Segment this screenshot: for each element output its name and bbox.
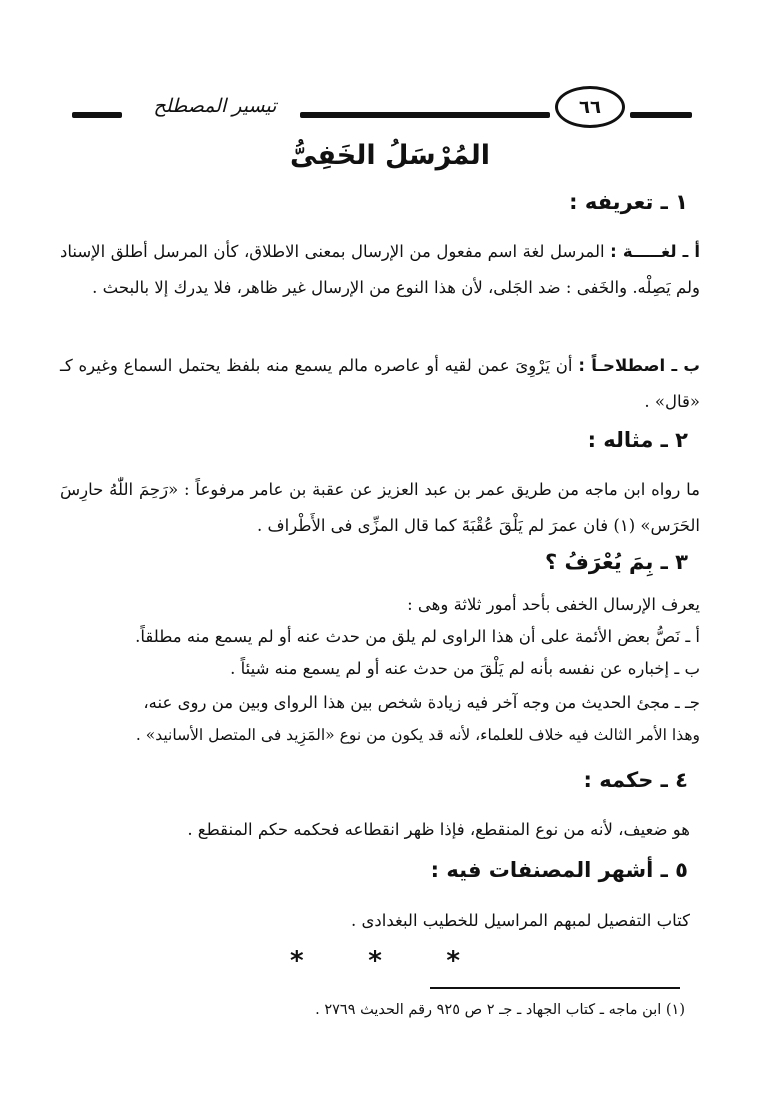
heading-ruling: ٤ ـ حكمه :	[583, 768, 688, 792]
page-number: ٦٦	[555, 86, 625, 128]
heading-works: ٥ ـ أشهر المصنفات فيه :	[430, 858, 688, 882]
recognition-line: جـ ـ مجئ الحديث من وجه آخر فيه زيادة شخص بين هذا الرواى وبين من روى عنه،	[143, 693, 700, 712]
recognition-line: وهذا الأمر الثالث فيه خلاف للعلماء، لأنه قد يكون من نوع «المَزِيد فى المتصل الأسانيد» .	[135, 726, 700, 744]
running-title: تيسير المصطلح	[153, 95, 277, 117]
paragraph-technical	[60, 348, 700, 420]
heading-definition: ١ ـ تعريفه :	[569, 190, 688, 214]
lexical-lead: أ ـ لغـــــة :	[610, 242, 700, 261]
paragraph-ruling: هو ضعيف، لأنه من نوع المنقطع، فإذا ظهر انقطاعه فحكمه حكم المنقطع .	[187, 820, 690, 839]
heading-recognition: ٣ ـ بِمَ يُعْرَفُ ؟	[545, 550, 688, 574]
header-rule-middle	[300, 112, 550, 118]
footnote: (١) ابن ماجه ـ كتاب الجهاد ـ جـ ٢ ص ٩٢٥ رقم الحديث ٢٧٦٩ .	[315, 1002, 685, 1018]
separator-star: *	[290, 946, 304, 976]
recognition-line: ب ـ إخباره عن نفسه بأنه لم يَلْقَ من حدث عنه أو لم يسمع منه شيئاً .	[230, 659, 700, 678]
header-rule-left	[72, 112, 122, 118]
paragraph-works: كتاب التفصيل لمبهم المراسيل للخطيب البغدادى .	[350, 911, 690, 930]
separator-star: *	[446, 946, 460, 976]
heading-example: ٢ ـ مثاله :	[587, 428, 688, 452]
separator-star: *	[368, 946, 382, 976]
recognition-line: يعرف الإرسال الخفى بأحد أمور ثلاثة وهى :	[407, 595, 700, 614]
recognition-line: أ ـ نَصُّ بعض الأئمة على أن هذا الراوى لم يلق من حدث عنه أو لم يسمع منه مطلقاً.	[135, 627, 700, 646]
lexical-text: المرسل لغة اسم مفعول من الإرسال بمعنى الاطلاق، كأن المرسل أطلق الإسناد ولم يَصِلْه. والخَفى : ضد الجَلى، لأن هذا النوع من الإرسال غير ظاهر، فلا يدرك إلا بالبحث .	[60, 242, 700, 297]
paragraph-lexical	[60, 234, 700, 306]
footnote-rule	[430, 987, 680, 989]
header-rule-right	[630, 112, 692, 118]
technical-lead: ب ـ اصطلاحـاً :	[578, 356, 701, 375]
section-separator	[290, 946, 460, 976]
page-title: المُرْسَلُ الخَفِىُّ	[290, 140, 490, 171]
paragraph-example: ما رواه ابن ماجه من طريق عمر بن عبد العزيز عن عقبة بن عامر مرفوعاً : «رَحِمَ اللّٰهُ حارِسَ الحَرَس» (١) فان عمرَ لم يَلْقَ عُقْبَةَ كما قال المزِّى فى الأَطْراف .	[60, 480, 700, 535]
technical-text: أن يَرْوِىَ عمن لقيه أو عاصره مالم يسمع منه بلفظ يحتمل السماع وغيره كـ «قال» .	[60, 356, 700, 411]
